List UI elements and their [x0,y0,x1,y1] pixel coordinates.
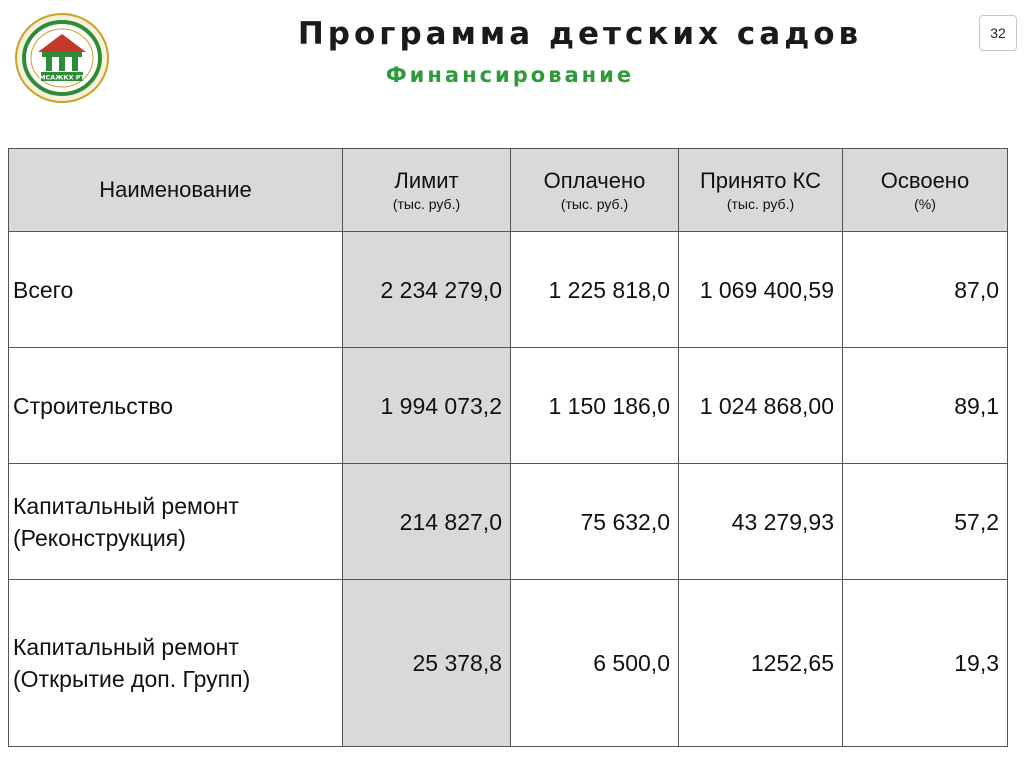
cell-limit: 2 234 279,0 [343,232,511,348]
header-mastered [843,149,1008,232]
table-row [9,580,1008,747]
cell-accepted: 1 069 400,59 [679,232,843,348]
row-name-line2: (Реконструкция) [13,524,186,551]
row-name-line1: Капитальный ремонт [13,634,239,660]
row-name [9,232,343,348]
header-mastered-unit: (%) [914,195,936,212]
cell-accepted: 43 279,93 [679,464,843,580]
cell-limit: 214 827,0 [343,464,511,580]
cell-mastered: 87,0 [843,232,1008,348]
row-name-line2: (Открытие доп. Групп) [13,666,251,692]
cell-mastered: 57,2 [843,464,1008,580]
cell-limit: 25 378,8 [343,580,511,747]
cell-accepted: 1252,65 [679,580,843,747]
cell-accepted: 1 024 868,00 [679,348,843,464]
header-paid-unit: (тыс. руб.) [560,195,629,212]
ministry-logo-icon [14,12,110,104]
slide-subtitle: Финансирование [385,63,635,87]
cell-paid: 6 500,0 [511,580,679,747]
header-limit-unit: (тыс. руб.) [392,195,461,212]
row-name-line1: Капитальный ремонт [13,492,239,519]
row-name [9,348,343,464]
header-accepted-label: Принято КС [699,167,822,193]
row-name [9,580,343,747]
row-name-line1: Строительство [13,392,174,419]
header-mastered-label: Освоено [880,167,970,193]
cell-mastered: 89,1 [843,348,1008,464]
cell-paid: 75 632,0 [511,464,679,580]
slide-title: Программа детских садов [297,16,863,52]
header-paid [511,149,679,232]
cell-limit: 1 994 073,2 [343,348,511,464]
table-row [9,348,1008,464]
header-accepted-unit: (тыс. руб.) [726,195,795,212]
table-row [9,232,1008,348]
header-name-label: Наименование [99,177,252,202]
logo-text: МСАЖКХ РТ [38,73,86,82]
row-name-line1: Всего [13,276,74,303]
header-accepted [679,149,843,232]
cell-mastered: 19,3 [843,580,1008,747]
financing-table [8,148,1008,747]
cell-paid: 1 225 818,0 [511,232,679,348]
table-header-row [9,149,1008,232]
page-number: 32 [979,15,1017,51]
header-name [9,149,343,232]
cell-paid: 1 150 186,0 [511,348,679,464]
header-limit-label: Лимит [394,167,459,193]
header-limit [343,149,511,232]
header-paid-label: Оплачено [543,167,646,193]
table-row [9,464,1008,580]
row-name [9,464,343,580]
